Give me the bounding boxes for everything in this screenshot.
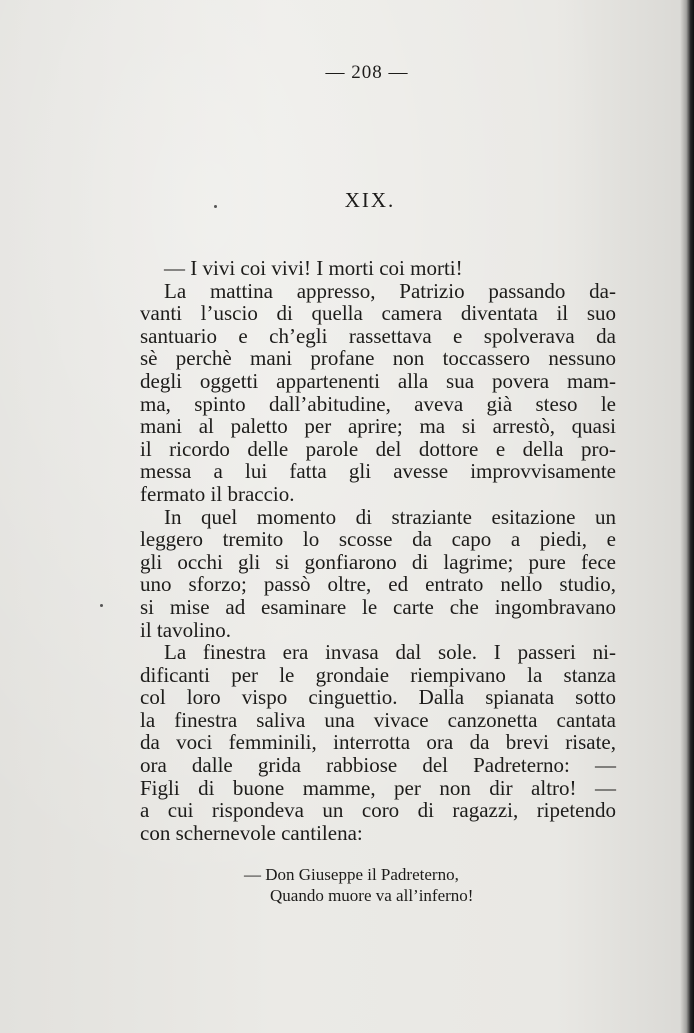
text-line: a cui rispondeva un coro di ragazzi, ripetendo xyxy=(140,798,616,823)
text-line: Figli di buone mamme, per non dir altro! — xyxy=(140,775,616,800)
text-line: fermato il braccio. xyxy=(140,481,295,506)
text-line: leggero tremito lo scosse da capo a piedi, e xyxy=(140,527,616,552)
text-line: — I vivi coi vivi! I morti coi morti! xyxy=(164,256,463,280)
verse-line: Quando muore va all’inferno! xyxy=(270,886,474,905)
text-line: il tavolino. xyxy=(140,617,231,642)
text-line: sè perchè mani profane non toccassero nessuno xyxy=(140,346,616,371)
text-line: gli occhi gli si gonfiarono di lagrime; pure fece xyxy=(140,549,616,574)
text-line: mani al paletto per aprire; ma si arrestò, quasi xyxy=(140,414,616,439)
text-line: messa a lui fatta gli avesse improvvisamente xyxy=(140,459,616,484)
print-speck xyxy=(100,604,103,607)
text-line: con schernevole cantilena: xyxy=(140,820,363,845)
text-line: col loro vispo cinguettio. Dalla spianata sotto xyxy=(140,685,616,710)
text-line: santuario e ch’egli rassettava e spolverava da xyxy=(140,323,616,348)
verse-quote xyxy=(244,864,473,906)
text-line: ma, spinto dall’abitudine, aveva già steso le xyxy=(140,391,616,416)
text-line: ora dalle grida rabbiose del Padreterno: — xyxy=(140,753,616,778)
text-line: degli oggetti appartenenti alla sua povera mam- xyxy=(140,368,616,393)
text-line: La mattina appresso, Patrizio passando da- xyxy=(164,278,616,303)
text-line: In quel momento di straziante esitazione un xyxy=(164,504,616,529)
text-line: da voci femminili, interrotta ora da brevi risate, xyxy=(140,730,616,755)
paragraph xyxy=(140,641,616,844)
paragraph xyxy=(140,280,616,506)
page-number: — 208 — xyxy=(325,62,409,83)
text-line: La finestra era invasa dal sole. I passeri ni- xyxy=(164,640,616,665)
body-text xyxy=(140,257,616,844)
verse-line: — Don Giuseppe il Padreterno, xyxy=(244,865,459,884)
page-edge-shadow xyxy=(680,0,694,1033)
text-line: si mise ad esaminare le carte che ingombravano xyxy=(140,594,616,619)
paragraph xyxy=(140,506,616,642)
paragraph xyxy=(140,257,616,280)
print-speck xyxy=(214,205,217,208)
text-line: il ricordo delle parole del dottore e della pro- xyxy=(140,436,616,461)
text-line: uno sforzo; passò oltre, ed entrato nello studio, xyxy=(140,572,616,597)
chapter-heading: XIX. xyxy=(344,188,396,212)
text-line: dificanti per le grondaie riempivano la stanza xyxy=(140,662,616,687)
text-line: la finestra saliva una vivace canzonetta cantata xyxy=(140,707,616,732)
text-line: vanti l’uscio di quella camera diventata il suo xyxy=(140,301,616,326)
